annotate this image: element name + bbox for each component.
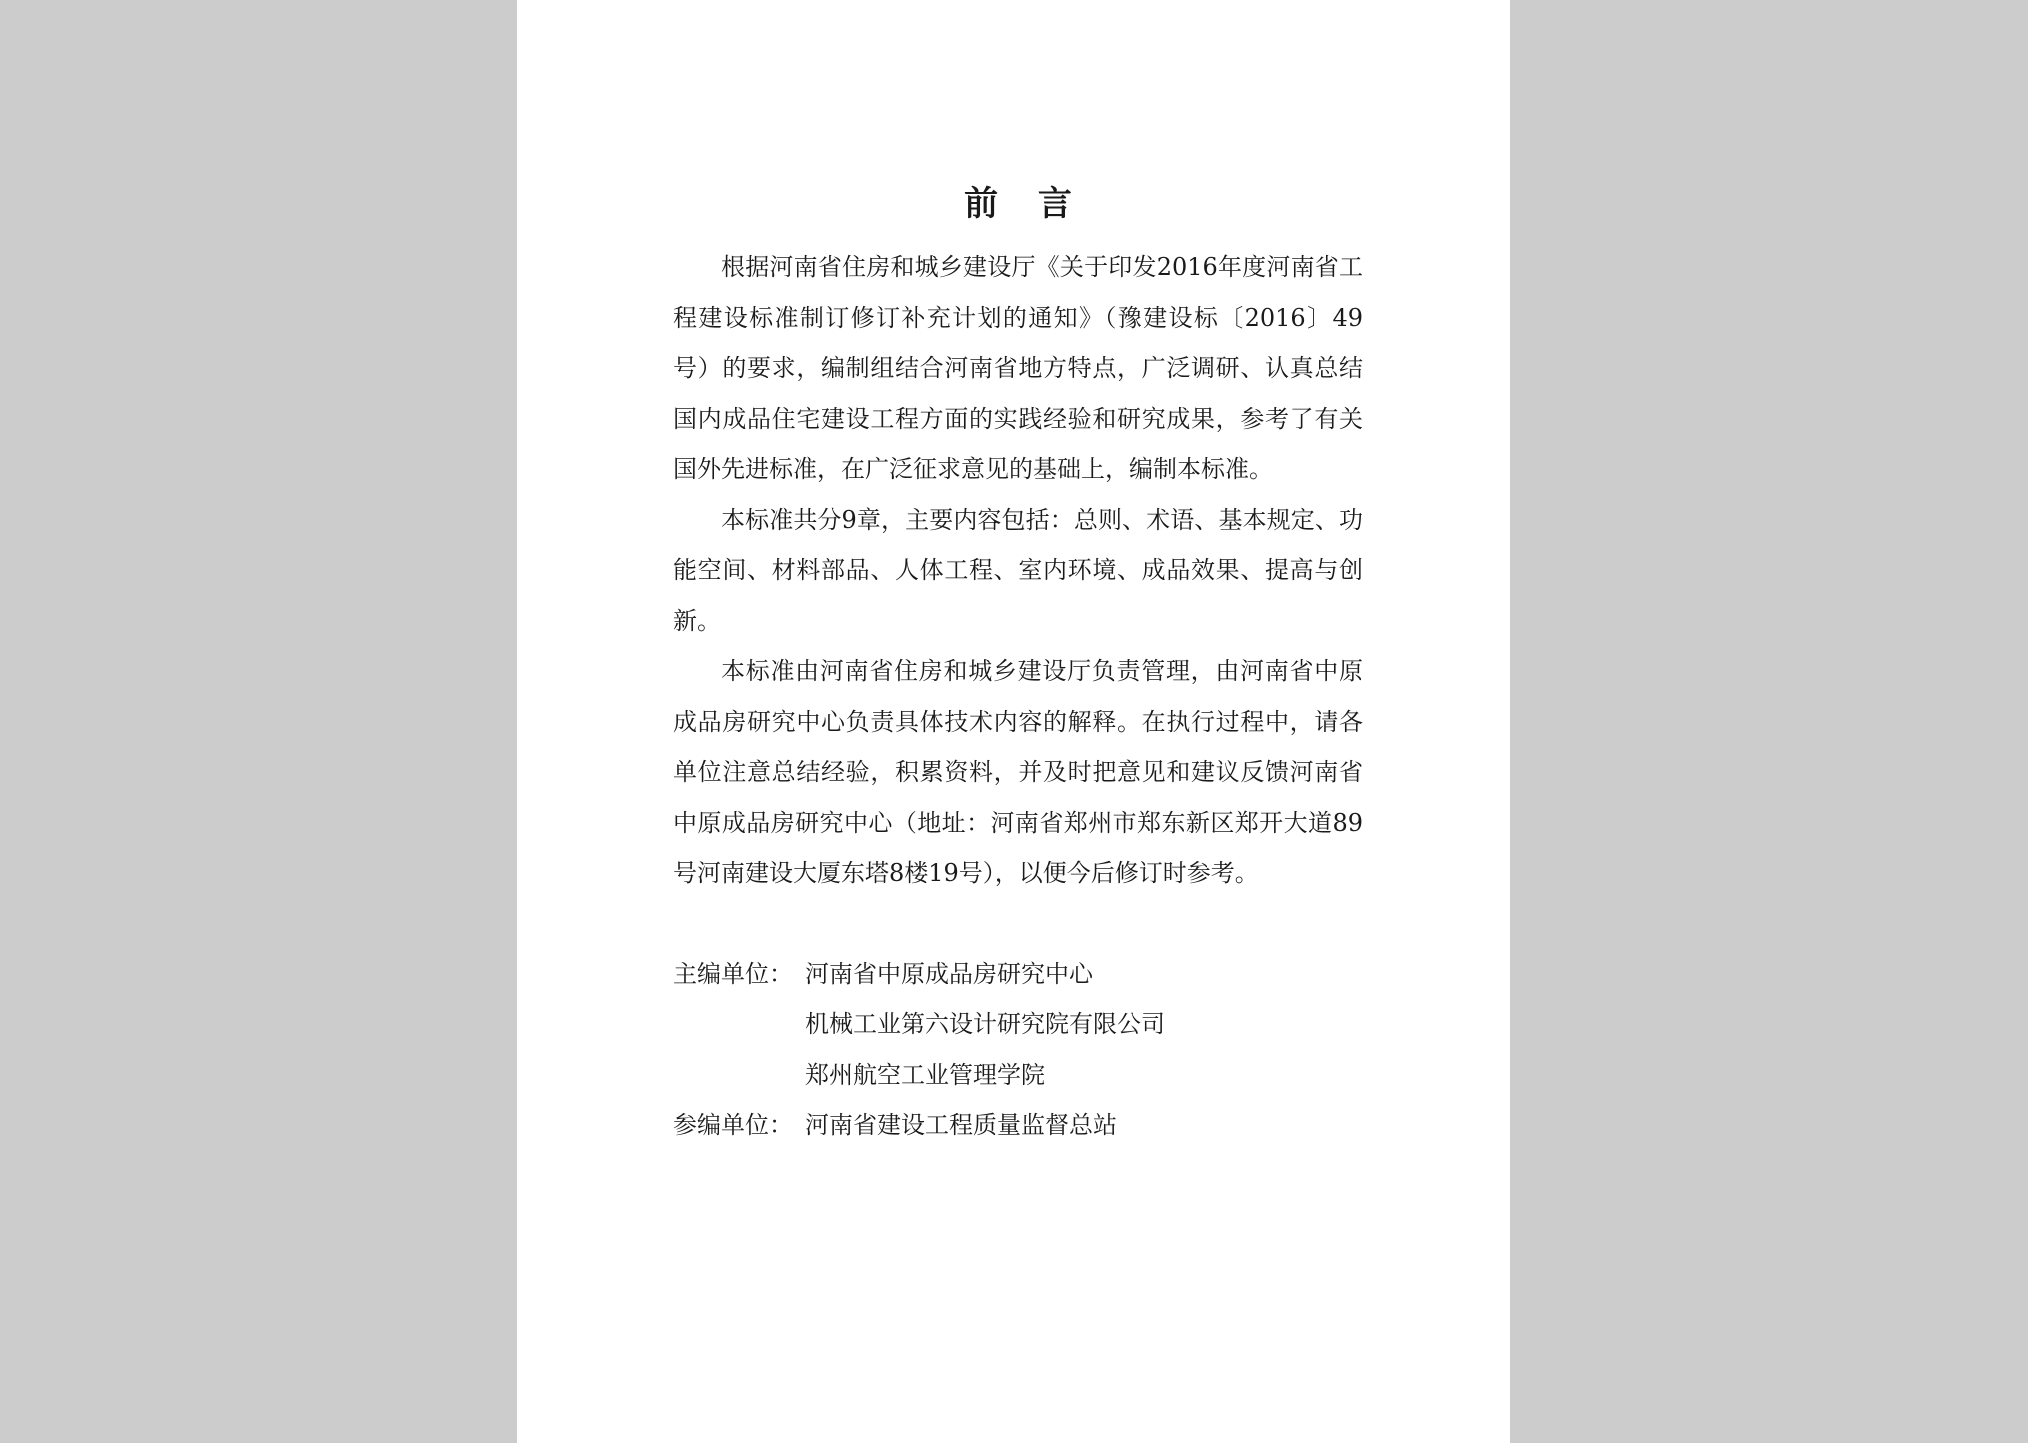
editing-units — [673, 949, 1363, 1151]
document-page — [517, 0, 1510, 1443]
paragraph-management: 本标准由河南省住房和城乡建设厅负责管理，由河南省中原成品房研究中心负责具体技术内容的解释。在执行过程中，请各单位注意总结经验，积累资料，并及时把意见和建议反馈河南省中原成品房研究中心（地址：河南省郑州市郑东新区郑开大道89号河南建设大厦东塔8楼19号），以便今后修订时参考。 — [673, 657, 1363, 887]
page-content — [673, 178, 1363, 1151]
chief-unit-name: 河南省中原成品房研究中心 — [805, 959, 1093, 988]
participating-unit-name: 河南省建设工程质量监督总站 — [805, 1111, 1117, 1139]
chief-units-label: 主编单位： — [673, 959, 793, 988]
participating-units — [673, 1100, 1363, 1151]
paragraph-basis: 根据河南省住房和城乡建设厅《关于印发2016年度河南省工程建设标准制订修订补充计划的通知》（豫建设标〔2016〕49号）的要求，编制组结合河南省地方特点，广泛调研、认真总结国内成品住宅建设工程方面的实践经验和研究成果，参考了有关国外先进标准，在广泛征求意见的基础上，编制本标准。 — [673, 253, 1363, 483]
participating-units-label: 参编单位： — [673, 1111, 793, 1139]
page-title: 前 言 — [964, 184, 1086, 224]
participating-units-list — [805, 1100, 1117, 1151]
chief-units-list — [805, 949, 1165, 1101]
chief-unit-name: 机械工业第六设计研究院有限公司 — [805, 1010, 1165, 1038]
chief-unit-name: 郑州航空工业管理学院 — [805, 1060, 1045, 1089]
paragraph-contents: 本标准共分9章，主要内容包括：总则、术语、基本规定、功能空间、材料部品、人体工程、室内环境、成品效果、提高与创新。 — [673, 505, 1363, 635]
chief-units — [673, 949, 1363, 1101]
